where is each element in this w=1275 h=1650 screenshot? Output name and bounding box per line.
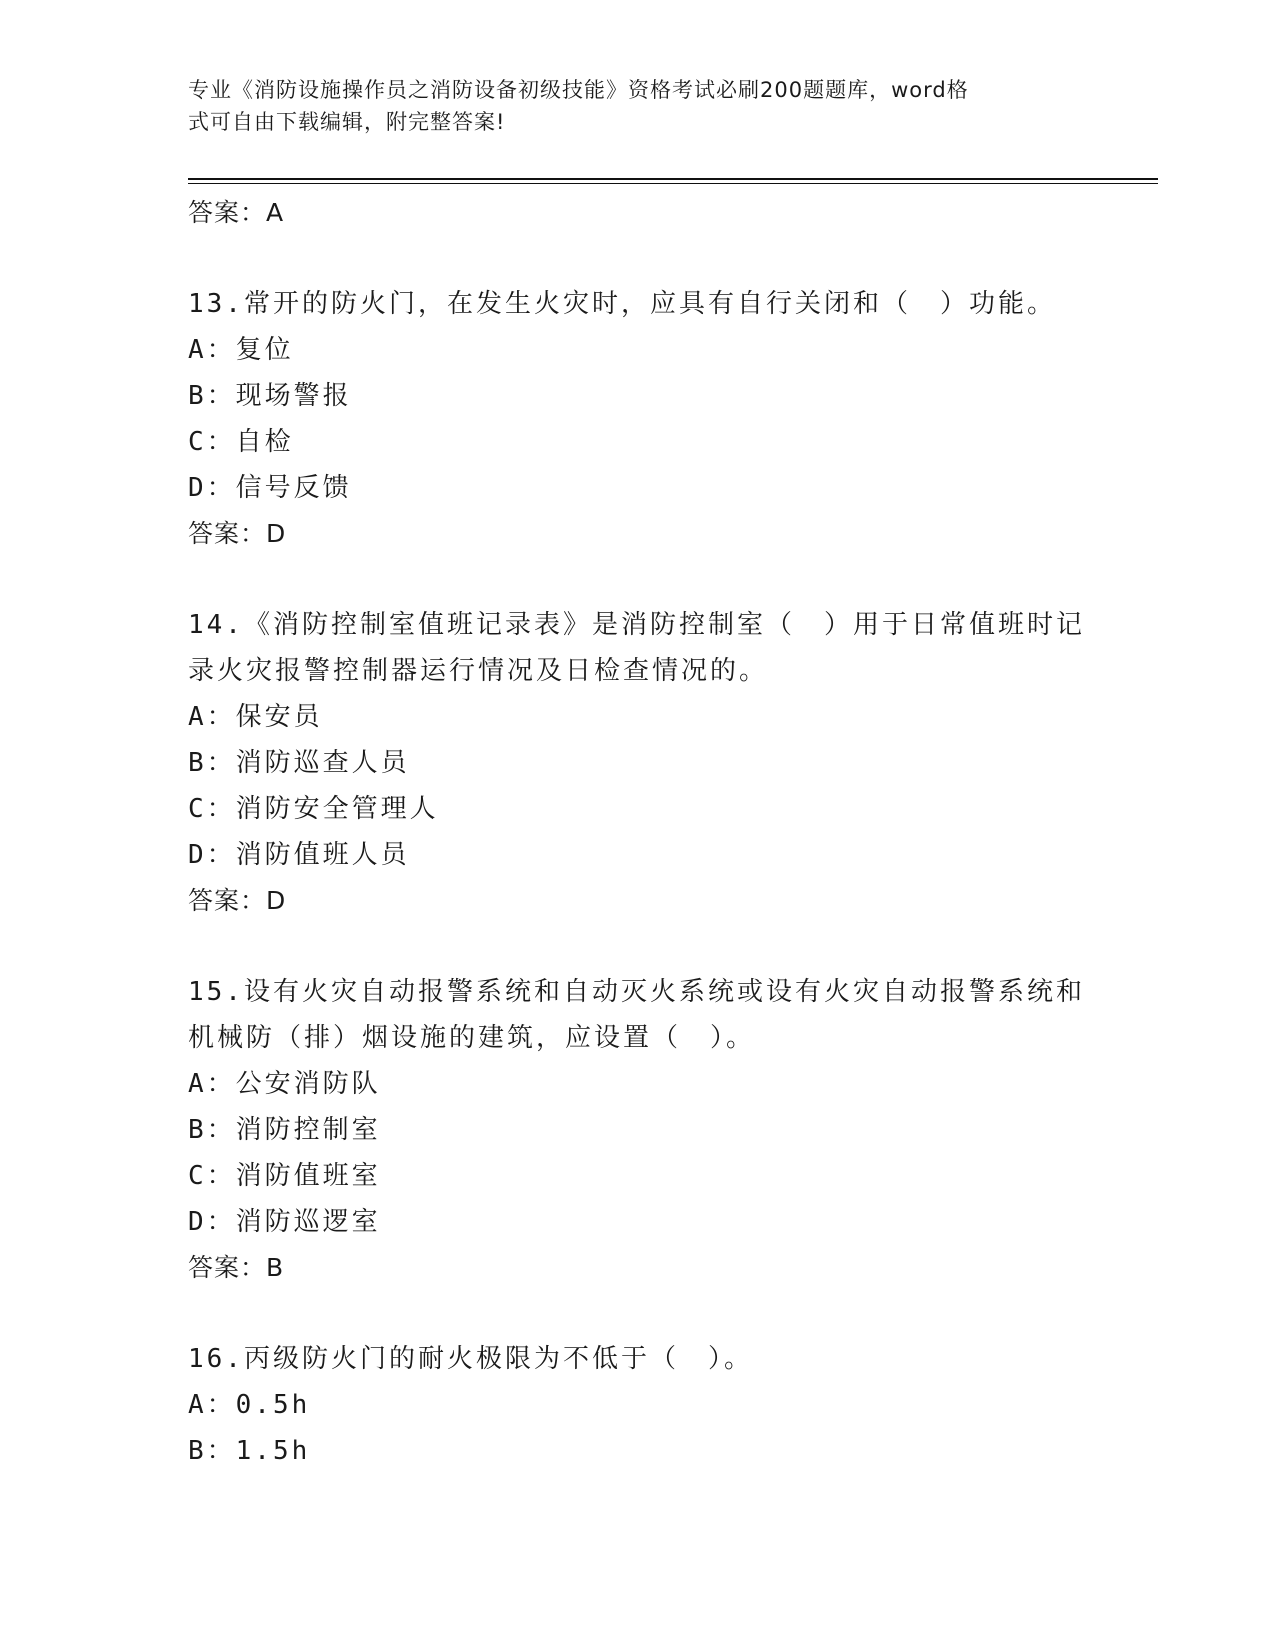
- answer-line: 答案：B: [188, 1253, 285, 1282]
- question-16: [188, 1336, 1088, 1474]
- question-text-line: 录火灾报警控制器运行情况及日检查情况的。: [188, 656, 769, 686]
- previous-answer: 答案：A: [188, 198, 285, 227]
- question-text-line: 15.设有火灾自动报警系统和自动灭火系统或设有火灾自动报警系统和: [188, 977, 1085, 1007]
- option-a: A：0.5h: [188, 1390, 311, 1420]
- question-text-line: 14.《消防控制室值班记录表》是消防控制室（ ）用于日常值班时记: [188, 610, 1085, 640]
- option-d: D：消防巡逻室: [188, 1207, 381, 1237]
- option-d: D：信号反馈: [188, 473, 352, 503]
- question-13: [188, 281, 1088, 557]
- option-a: A：复位: [188, 335, 294, 365]
- question-text-line: 机械防（排）烟设施的建筑，应设置（ ）。: [188, 1023, 756, 1053]
- option-a: A：公安消防队: [188, 1069, 381, 1099]
- option-c: C：消防值班室: [188, 1161, 381, 1191]
- option-d: D：消防值班人员: [188, 840, 410, 870]
- header-divider-thin: [188, 183, 1158, 184]
- question-text-line: 13.常开的防火门，在发生火灾时，应具有自行关闭和（ ）功能。: [188, 289, 1056, 319]
- option-c: C：消防安全管理人: [188, 794, 439, 824]
- answer-line: 答案：D: [188, 519, 287, 548]
- question-list: [188, 190, 1088, 1474]
- option-b: B：现场警报: [188, 381, 352, 411]
- question-14: [188, 602, 1088, 924]
- option-c: C：自检: [188, 427, 294, 457]
- header-divider-thick: [188, 178, 1158, 180]
- option-a: A：保安员: [188, 702, 323, 732]
- option-b: B：消防巡查人员: [188, 748, 410, 778]
- option-b: B：消防控制室: [188, 1115, 381, 1145]
- header-line-1: 专业《消防设施操作员之消防设备初级技能》资格考试必刷200题题库，word格: [188, 78, 969, 102]
- header-line-2: 式可自由下载编辑，附完整答案!: [188, 110, 506, 134]
- answer-line: 答案：D: [188, 886, 287, 915]
- question-text-line: 16.丙级防火门的耐火极限为不低于（ ）。: [188, 1344, 753, 1374]
- document-header: [188, 74, 1068, 138]
- option-b: B：1.5h: [188, 1436, 311, 1466]
- question-15: [188, 969, 1088, 1291]
